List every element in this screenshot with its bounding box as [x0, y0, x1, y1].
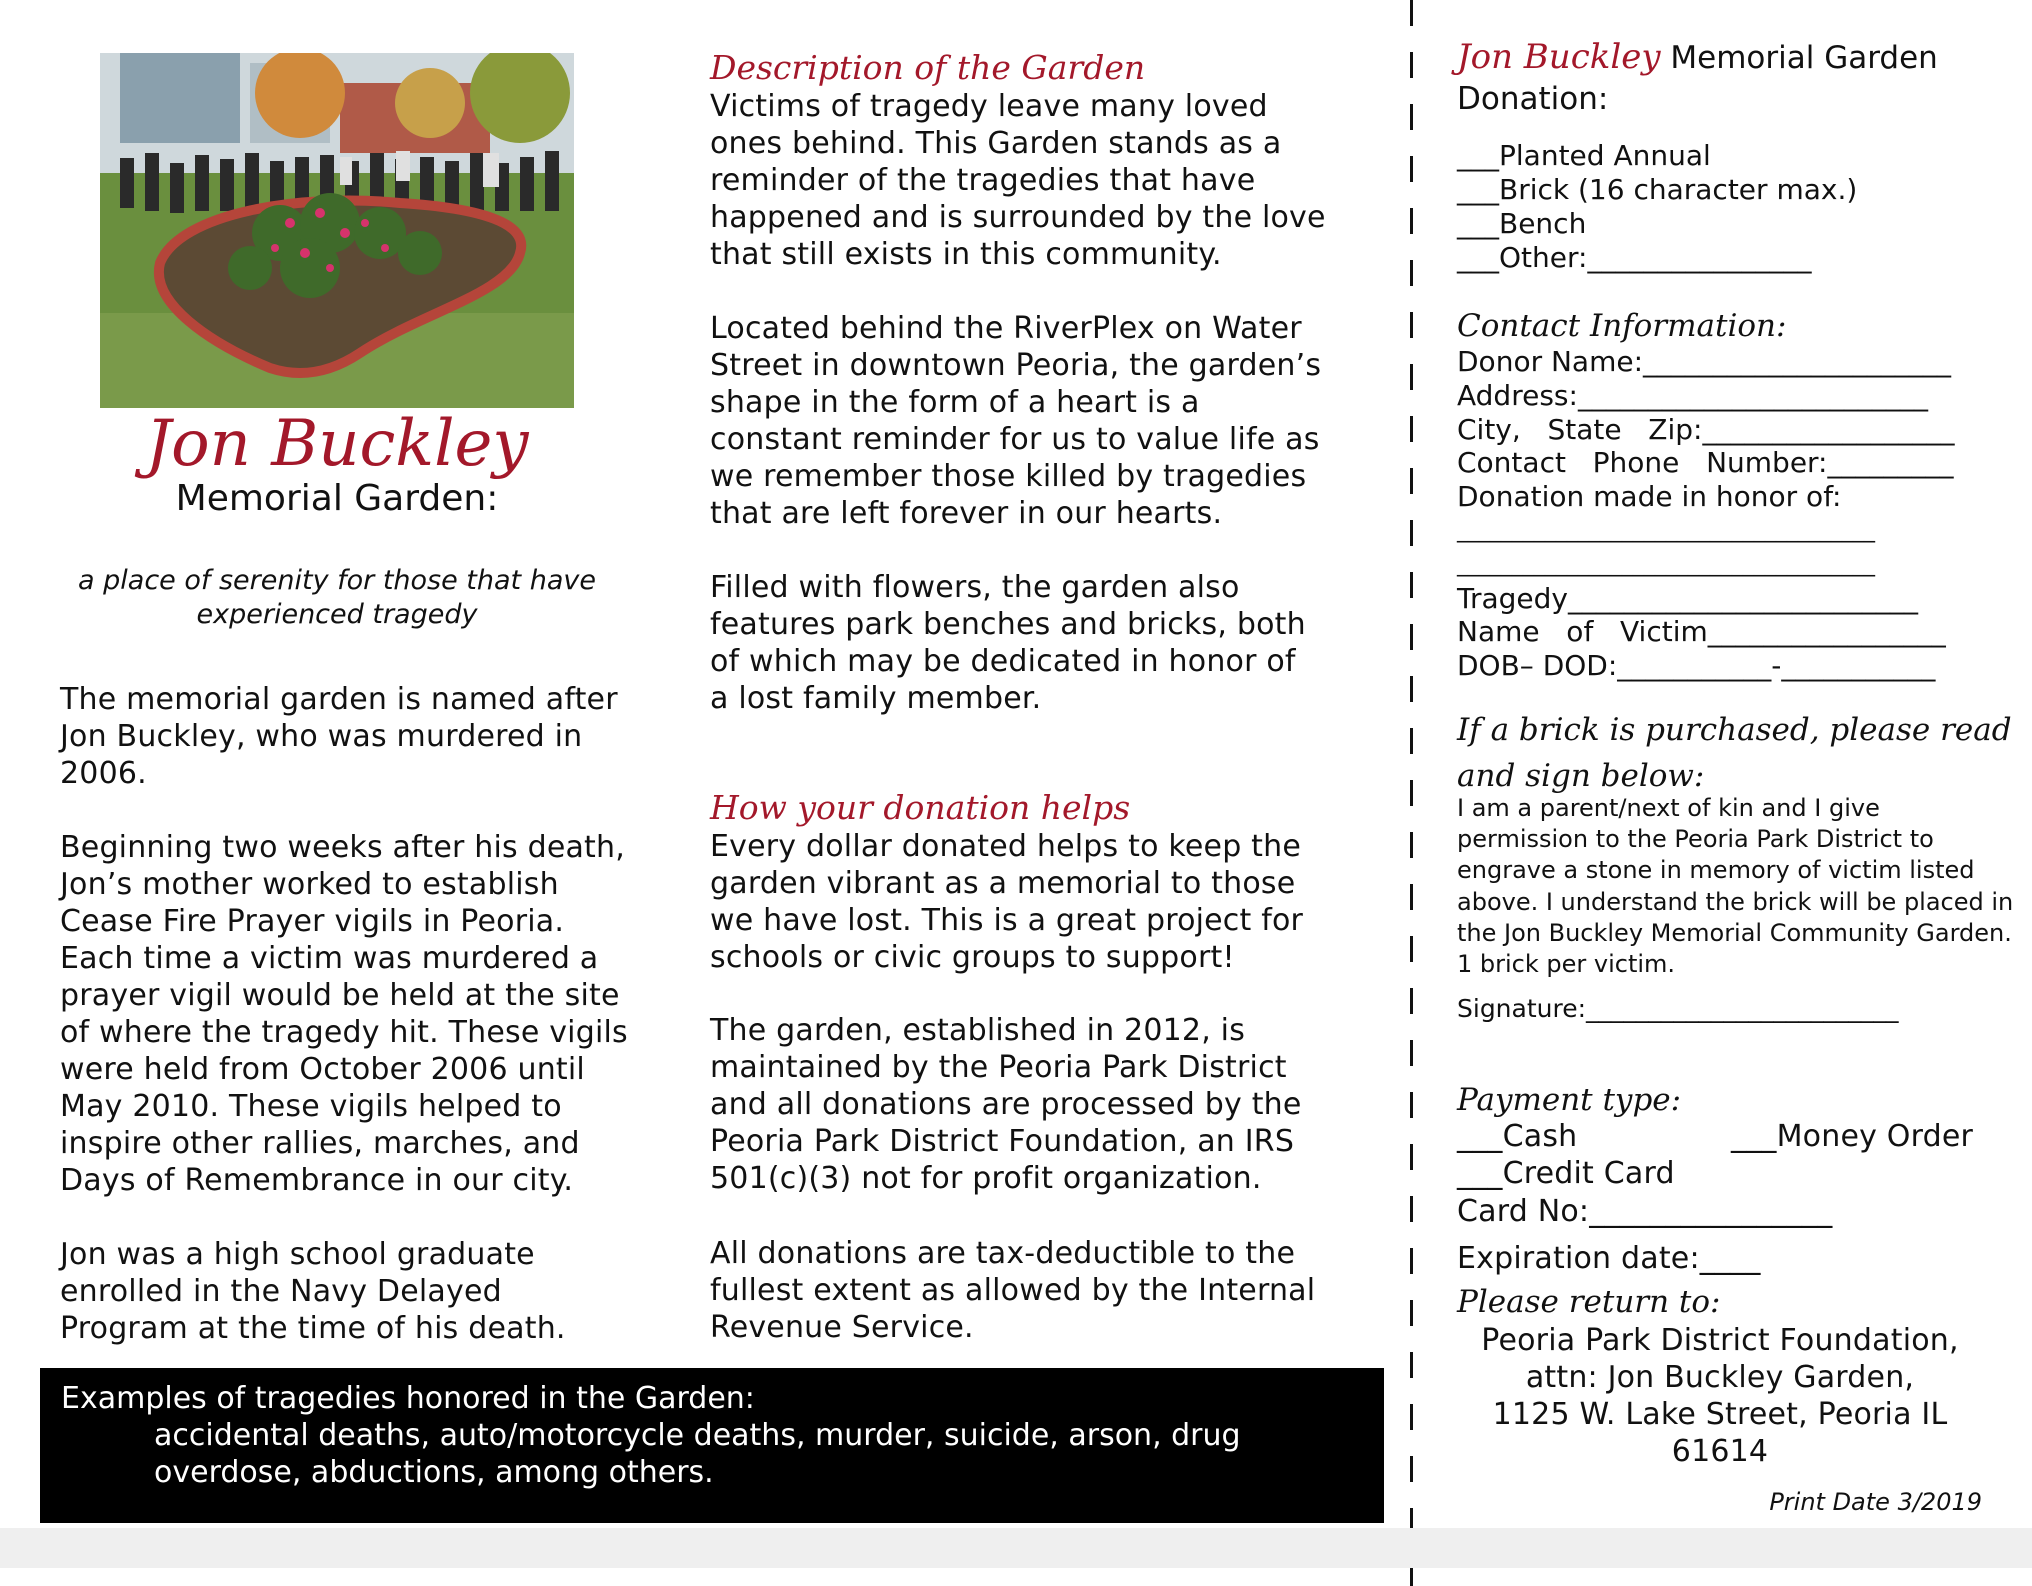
tragedies-banner	[40, 1368, 1384, 1523]
divider-dash	[1410, 1352, 1413, 1378]
dob-dod-field[interactable]: DOB– DOD:___________-___________	[1457, 649, 1936, 683]
contact-fields	[1457, 345, 2017, 683]
divider-dash	[1410, 0, 1413, 26]
divider-dash	[1410, 676, 1413, 702]
banner-heading: Examples of tragedies honored in the Garden:	[61, 1381, 755, 1416]
victim-name-field[interactable]: Name of Victim_________________	[1457, 615, 1946, 649]
contact-phone-field[interactable]: Contact Phone Number:_________	[1457, 446, 1954, 480]
donation-option-bench[interactable]: ___Bench	[1457, 207, 1587, 240]
fold-divider	[1410, 0, 1414, 1568]
honor-of-line-1[interactable]: ______________________________________	[1457, 517, 1875, 543]
divider-dash	[1410, 1196, 1413, 1222]
divider-dash	[1410, 728, 1413, 754]
donation-paragraph: Every dollar donated helps to keep the garden vibrant as a memorial to those we have lost. This is a great project for schools or civic groups to support!	[710, 829, 1304, 975]
divider-dash	[1410, 1144, 1413, 1170]
divider-dash	[1410, 832, 1413, 858]
divider-dash	[1410, 104, 1413, 130]
donor-name-field[interactable]: Donor Name:______________________	[1457, 345, 1952, 378]
divider-dash	[1410, 52, 1413, 78]
city-state-zip-field[interactable]: City, State Zip:__________________	[1457, 412, 1955, 446]
honor-of-line-2[interactable]: ______________________________________	[1457, 551, 1875, 577]
form-title-name: Jon Buckley	[1457, 37, 1661, 77]
form-title	[1457, 38, 2017, 77]
donation-option-annual[interactable]: ___Planted Annual	[1457, 139, 1711, 172]
divider-dash	[1410, 260, 1413, 286]
payment-cash[interactable]: ___Cash	[1457, 1119, 1578, 1154]
location-paragraph: Located behind the RiverPlex on Water Street in downtown Peoria, the garden’s shape in the form of a heart is a constant reminder for us to value life as we remember those killed by tragedies that are left forever in our hearts.	[710, 311, 1322, 531]
divider-dash	[1410, 1404, 1413, 1430]
banner-list: accidental deaths, auto/motorcycle deaths, murder, suicide, arson, drug overdose, abductions, among others.	[154, 1418, 1241, 1490]
divider-dash	[1410, 520, 1413, 546]
address-field[interactable]: Address:_________________________	[1457, 378, 1928, 412]
form-title-line2: Donation:	[1457, 81, 1609, 117]
intro-paragraph: The memorial garden is named after Jon Buckley, who was murdered in 2006.	[60, 682, 618, 791]
card-number-field[interactable]: Card No:________________	[1457, 1194, 1833, 1229]
navy-paragraph: Jon was a high school graduate enrolled in the Navy Delayed Program at the time of his death.	[60, 1237, 566, 1346]
divider-dash	[1410, 364, 1413, 390]
divider-dash	[1410, 936, 1413, 962]
divider-dash	[1410, 1248, 1413, 1274]
description-heading: Description of the Garden	[710, 48, 1146, 87]
page-bottom-edge	[0, 1528, 2032, 1568]
divider-dash	[1410, 884, 1413, 910]
tragedy-field[interactable]: Tragedy_________________________	[1457, 581, 1919, 615]
title-subtitle: Memorial Garden:	[175, 478, 499, 519]
divider-dash	[1410, 1040, 1413, 1066]
donation-option-other[interactable]: ___Other:________________	[1457, 241, 1812, 274]
divider-dash	[1410, 468, 1413, 494]
vigils-paragraph: Beginning two weeks after his death, Jon’s mother worked to establish Cease Fire Prayer vigils in Peoria. Each time a victim was murdered a prayer vigil would be held at the site of where the tragedy hit. These vigils were held from October 2006 until May 2010. These vigils helped to inspire other rallies, marches, and Days of Remembrance in our city.	[60, 830, 628, 1198]
print-date: Print Date 3/2019	[1769, 1488, 1982, 1516]
contact-heading: Contact Information:	[1457, 308, 1787, 344]
divider-dash	[1410, 416, 1413, 442]
brick-permission-text: I am a parent/next of kin and I give permission to the Peoria Park District to engrave a stone in memory of victim listed above. I understand the brick will be placed in the Jon Buckley Memorial Community Garden. 1 brick per victim.	[1457, 794, 2014, 979]
divider-dash	[1410, 572, 1413, 598]
divider-dash	[1410, 1092, 1413, 1118]
donation-heading: How your donation helps	[710, 788, 1131, 827]
payment-credit-card[interactable]: ___Credit Card	[1457, 1156, 1675, 1191]
payment-heading: Payment type:	[1457, 1082, 1682, 1118]
foundation-paragraph: The garden, established in 2012, is maintained by the Peoria Park District and all donations are processed by the Peoria Park District Foundation, an IRS 501(c)(3) not for profit organization.	[710, 1013, 1302, 1196]
tax-paragraph: All donations are tax-deductible to the fullest extent as allowed by the Internal Revenue Service.	[710, 1236, 1316, 1345]
divider-dash	[1410, 208, 1413, 234]
divider-dash	[1410, 312, 1413, 338]
expiration-field[interactable]: Expiration date:____	[1457, 1241, 1761, 1276]
payment-money-order[interactable]: ___Money Order	[1731, 1119, 1974, 1154]
return-address: Peoria Park District Foundation, attn: Jon Buckley Garden, 1125 W. Lake Street, Peoria IL 61614	[1481, 1323, 1959, 1469]
divider-dash	[1410, 780, 1413, 806]
divider-dash	[1410, 1300, 1413, 1326]
brick-heading: If a brick is purchased, please read and sign below:	[1457, 712, 2012, 794]
divider-dash	[1410, 988, 1413, 1014]
garden-photo	[100, 53, 574, 408]
divider-dash	[1410, 1456, 1413, 1482]
donation-options	[1457, 139, 1857, 275]
donation-option-brick[interactable]: ___Brick (16 character max.)	[1457, 173, 1858, 206]
title-name: Jon Buckley	[145, 407, 529, 481]
description-paragraph: Victims of tragedy leave many loved ones behind. This Garden stands as a reminder of the tragedies that have happened and is surrounded by the love that still exists in this community.	[710, 89, 1326, 272]
return-heading: Please return to:	[1457, 1284, 1721, 1320]
divider-dash	[1410, 624, 1413, 650]
tagline: a place of serenity for those that have experienced tragedy	[78, 565, 596, 630]
signature-field[interactable]: Signature:_________________________	[1457, 994, 1899, 1023]
features-paragraph: Filled with flowers, the garden also features park benches and bricks, both of which may be dedicated in honor of a lost family member.	[710, 570, 1306, 716]
honor-of-label: Donation made in honor of:	[1457, 480, 1842, 514]
divider-dash	[1410, 156, 1413, 182]
form-title-rest: Memorial Garden	[1660, 40, 1938, 76]
